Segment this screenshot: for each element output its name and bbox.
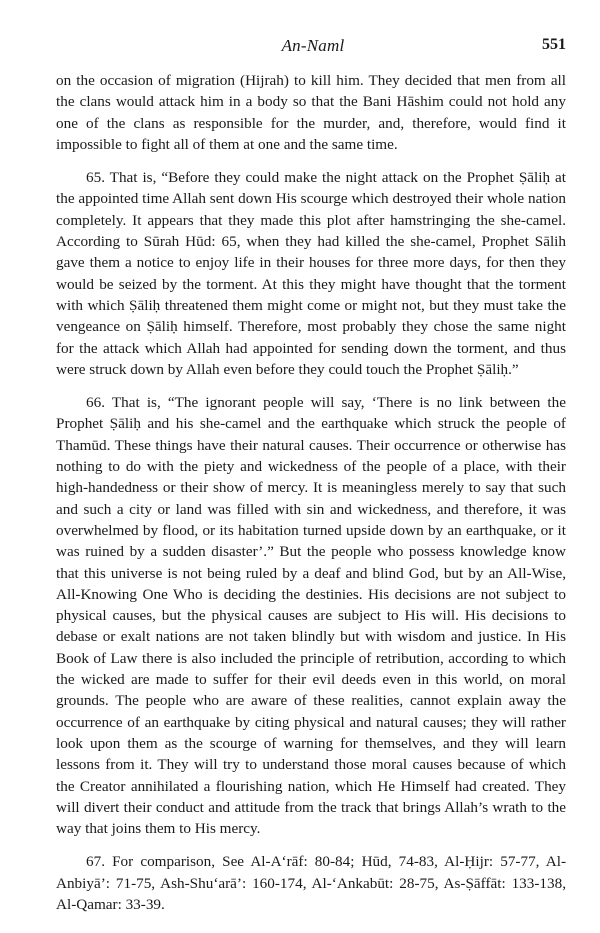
- note-66: 66. That is, “The ignorant people will say, ‘There is no link between the Prophet Ṣāliḥ and his she-camel and the earthquake which struck the people of Thamūd. These things have their natural causes. Their occurrence or otherwise has nothing to do with the piety and wickedness of the people of a place, with their high-handedness or their show of mercy. It is meaningless merely to say that such and such a city or land was filled with sin and wickedness, and therefore, it was overwhelmed by flood, or its habitation turned upside down by an earthquake, or it was ruined by a sudden disaster’.” But the people who possess knowledge know that this universe is not being ruled by a deaf and blind God, but by an All-Wise, All-Knowing One Who is deciding the destinies. His decisions are not subject to physical causes, but the physical causes are subject to His will. His decisions to debase or exalt nations are not taken blindly but with wisdom and justice. In His Book of Law there is also included the principle of retribution, according to which the wicked are made to suffer for their evil deeds even in this world, on moral grounds. The people who are aware of these realities, cannot explain away the occurrence of an earthquake by citing physical and natural causes; they will rather look upon them as the scourge of warning for themselves, and they will learn lessons from it. They will try to understand those moral causes because of which the Creator annihilated a flourishing nation, which He Himself had created. They will divert their conduct and attitude from the track that brings Allah’s wrath to the way that joins them to His mercy.: [56, 394, 566, 838]
- page-number: 551: [542, 36, 566, 53]
- note-67: 67. For comparison, See Al-A‘rāf: 80-84; Hūd, 74-83, Al-Ḥijr: 57-77, Al-Anbiyā’: 71-75, Ash-Shu‘arā’: 160-174, Al-‘Ankabūt: 28-75, As-Ṣāffāt: 133-138, Al-Qamar: 33-39.: [56, 853, 566, 913]
- running-title: An-Naml: [281, 36, 345, 55]
- body-text: [56, 70, 566, 915]
- running-head: [56, 36, 570, 56]
- note-65: 65. That is, “Before they could make the night attack on the Prophet Ṣāliḥ at the appointed time Allah sent down His scourge which destroyed their whole nation completely. It appears that they made this plot after hamstringing the she-camel. According to Sūrah Hūd: 65, when they had killed the she-camel, Prophet Sālih gave them a notice to enjoy life in their houses for three more days, for then they would be seized by the torment. At this they might have thought that the torment with which Ṣāliḥ threatened them might come or might not, but they must take the vengeance on Ṣāliḥ himself. Therefore, most probably they chose the same night for the attack which Allah had appointed for sending down the torment, and thus were struck down by Allah even before they could touch the Prophet Ṣāliḥ.”: [56, 169, 566, 378]
- paragraph-continuation: on the occasion of migration (Hijrah) to kill him. They decided that men from all the clans would attack him in a body so that the Bani Hāshim could not hold any one of the clans as responsible for the murder, and, therefore, would find it impossible to fight all of them at one and the same time.: [56, 72, 566, 153]
